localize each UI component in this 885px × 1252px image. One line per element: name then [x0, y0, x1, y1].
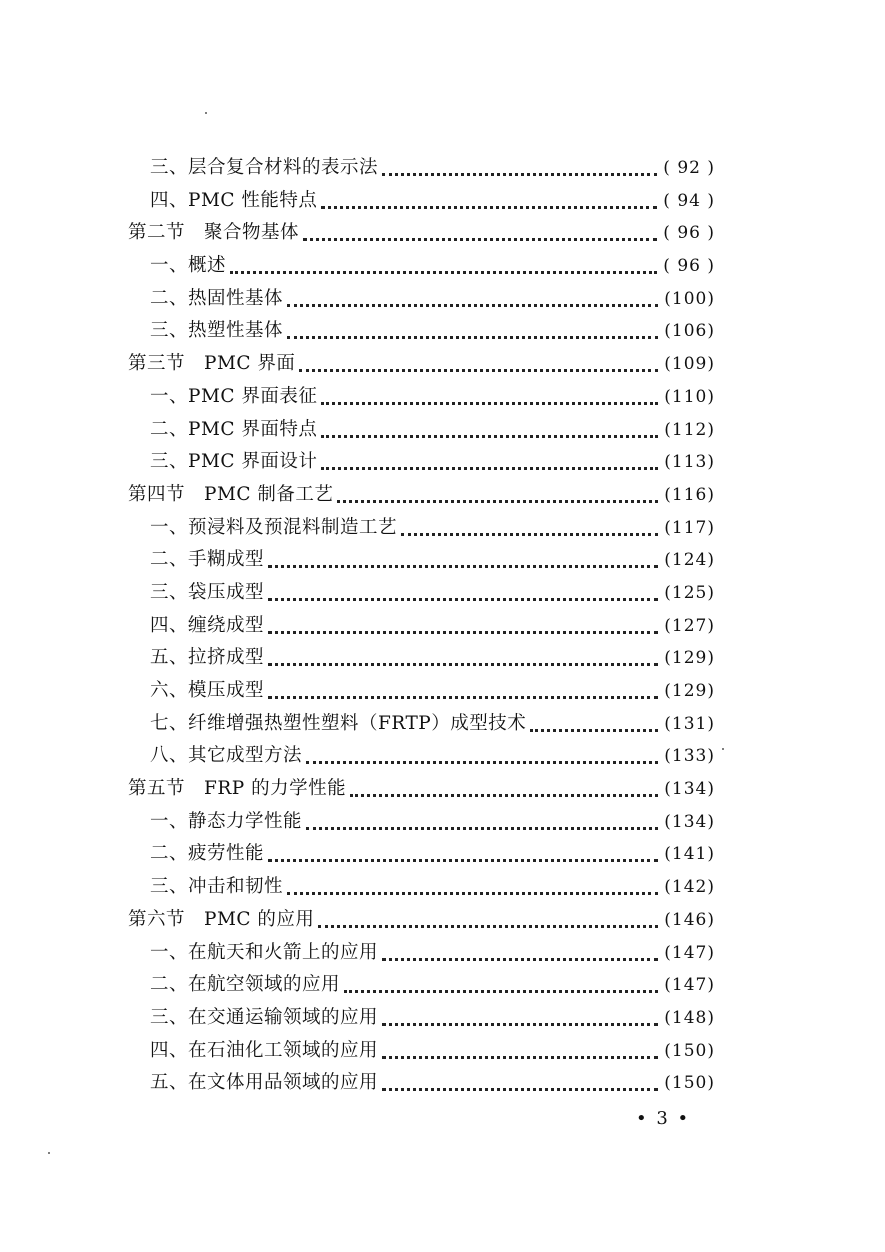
toc-entry-page: (141) — [664, 844, 715, 865]
toc-entry-page: ( 96 ) — [663, 256, 715, 277]
toc-entry-page: ( 92 ) — [663, 158, 715, 178]
toc-item-row — [0, 1067, 885, 1100]
dot-leader — [401, 533, 658, 536]
toc-entry-title: 四、在石油化工领域的应用 — [150, 1039, 379, 1061]
toc-entry-page: (112) — [664, 419, 715, 440]
dot-leader — [337, 500, 658, 503]
toc-entry-page: (117) — [664, 517, 715, 538]
dot-leader — [230, 271, 657, 274]
toc-entry-page: (100) — [664, 288, 715, 309]
toc-entry-page: (129) — [664, 648, 715, 669]
toc-entry-title: 二、热固性基体 — [150, 287, 284, 309]
toc-entry-title: 六、模压成型 — [150, 680, 265, 701]
toc-entry-page: (116) — [664, 484, 715, 505]
toc-entry-title: 三、PMC 界面设计 — [150, 451, 318, 473]
dot-leader — [287, 336, 658, 339]
toc-entry-title: 三、热塑性基体 — [150, 320, 284, 342]
toc-item-row — [0, 283, 885, 316]
toc-entry-page: (127) — [664, 615, 715, 636]
dot-leader — [306, 761, 658, 764]
toc-entry-title: 三、在交通运输领域的应用 — [150, 1006, 379, 1028]
toc-item-row — [0, 446, 885, 479]
toc-entry-page: (150) — [664, 1073, 715, 1094]
scan-speck — [722, 748, 724, 750]
dot-leader — [321, 206, 657, 209]
toc-entry-title: 第四节 PMC 制备工艺 — [128, 483, 334, 505]
toc-section-row — [0, 904, 885, 937]
toc-entry-title: 五、拉挤成型 — [150, 647, 265, 669]
toc-entry-title: 一、概述 — [150, 255, 227, 277]
toc-item-row — [0, 512, 885, 545]
page-number: • 3 • — [636, 1108, 691, 1129]
toc-rows — [0, 152, 885, 1100]
toc-entry-title: 四、PMC 性能特点 — [150, 189, 318, 211]
toc-entry-page: (134) — [664, 811, 715, 832]
toc-entry-title: 二、疲劳性能 — [150, 843, 265, 865]
toc-item-row — [0, 185, 885, 218]
toc-section-row — [0, 479, 885, 512]
toc-entry-page: ( 94 ) — [663, 190, 715, 211]
toc-entry-title: 三、冲击和韧性 — [150, 876, 284, 898]
toc-item-row — [0, 740, 885, 773]
toc-item-row — [0, 544, 885, 577]
toc-item-row — [0, 937, 885, 970]
dot-leader — [350, 794, 658, 797]
toc-item-row — [0, 1002, 885, 1035]
dot-leader — [382, 1023, 658, 1026]
toc-entry-page: (133) — [664, 746, 715, 767]
dot-leader — [321, 467, 658, 470]
toc-entry-page: (110) — [664, 386, 715, 407]
toc-entry-page: ( 96 ) — [663, 223, 715, 244]
toc-entry-title: 一、在航天和火箭上的应用 — [150, 941, 379, 963]
toc-entry-page: (124) — [664, 550, 715, 571]
toc-item-row — [0, 152, 885, 185]
dot-leader — [268, 859, 658, 862]
toc-entry-title: 八、其它成型方法 — [150, 745, 303, 767]
toc-entry-page: (109) — [664, 354, 715, 375]
table-of-contents — [0, 152, 885, 1100]
toc-item-row — [0, 969, 885, 1002]
toc-entry-title: 四、缠绕成型 — [150, 614, 265, 636]
dot-leader — [344, 990, 658, 993]
toc-item-row — [0, 250, 885, 283]
dot-leader — [303, 238, 657, 241]
toc-entry-title: 七、纤维增强热塑性塑料（FRTP）成型技术 — [150, 712, 527, 734]
toc-item-row — [0, 708, 885, 741]
toc-entry-title: 第三节 PMC 界面 — [128, 353, 296, 375]
toc-entry-title: 二、在航空领域的应用 — [150, 974, 341, 996]
dot-leader — [382, 958, 658, 961]
dot-leader — [299, 369, 658, 372]
dot-leader — [321, 402, 658, 405]
toc-entry-title: 一、静态力学性能 — [150, 810, 303, 832]
toc-item-row — [0, 414, 885, 447]
dot-leader — [382, 1056, 658, 1059]
toc-section-row — [0, 348, 885, 381]
toc-entry-title: 二、PMC 界面特点 — [150, 418, 318, 440]
toc-entry-page: (125) — [664, 582, 715, 603]
dot-leader — [268, 631, 658, 634]
dot-leader — [306, 827, 658, 830]
toc-section-row — [0, 773, 885, 806]
dot-leader — [382, 1088, 658, 1091]
dot-leader — [530, 729, 658, 732]
toc-entry-page: (134) — [664, 779, 715, 800]
toc-entry-page: (150) — [664, 1040, 715, 1061]
dot-leader — [268, 598, 658, 601]
toc-item-row — [0, 610, 885, 643]
toc-item-row — [0, 838, 885, 871]
toc-entry-page: (142) — [664, 877, 715, 898]
toc-entry-title: 五、在文体用品领域的应用 — [150, 1072, 379, 1094]
scan-speck — [205, 112, 207, 114]
toc-entry-title: 第二节 聚合物基体 — [128, 222, 300, 244]
toc-entry-page: (147) — [664, 942, 715, 963]
dot-leader — [268, 696, 658, 699]
toc-entry-page: (147) — [664, 975, 715, 996]
toc-item-row — [0, 577, 885, 610]
toc-item-row — [0, 675, 885, 708]
dot-leader — [268, 565, 658, 568]
toc-entry-title: 三、袋压成型 — [150, 581, 265, 603]
dot-leader — [382, 173, 657, 176]
toc-entry-page: (106) — [664, 321, 715, 342]
scan-speck — [48, 1152, 50, 1154]
toc-item-row — [0, 871, 885, 904]
toc-section-row — [0, 217, 885, 250]
dot-leader — [318, 925, 658, 928]
toc-item-row — [0, 642, 885, 675]
dot-leader — [321, 435, 658, 438]
toc-item-row — [0, 1035, 885, 1068]
toc-entry-title: 一、预浸料及预混料制造工艺 — [150, 516, 398, 538]
toc-entry-page: (131) — [664, 713, 715, 734]
toc-entry-page: (148) — [664, 1007, 715, 1028]
toc-entry-page: (113) — [664, 452, 715, 473]
dot-leader — [268, 663, 658, 666]
toc-entry-title: 一、PMC 界面表征 — [150, 385, 318, 407]
toc-entry-title: 第六节 PMC 的应用 — [128, 908, 315, 930]
toc-entry-title: 第五节 FRP 的力学性能 — [128, 778, 347, 800]
dot-leader — [287, 892, 658, 895]
toc-entry-page: (129) — [664, 681, 715, 701]
toc-entry-title: 三、层合复合材料的表示法 — [150, 157, 379, 178]
toc-entry-title: 二、手糊成型 — [150, 549, 265, 571]
dot-leader — [287, 304, 658, 307]
toc-entry-page: (146) — [664, 909, 715, 930]
toc-item-row — [0, 381, 885, 414]
toc-item-row — [0, 315, 885, 348]
toc-item-row — [0, 806, 885, 839]
